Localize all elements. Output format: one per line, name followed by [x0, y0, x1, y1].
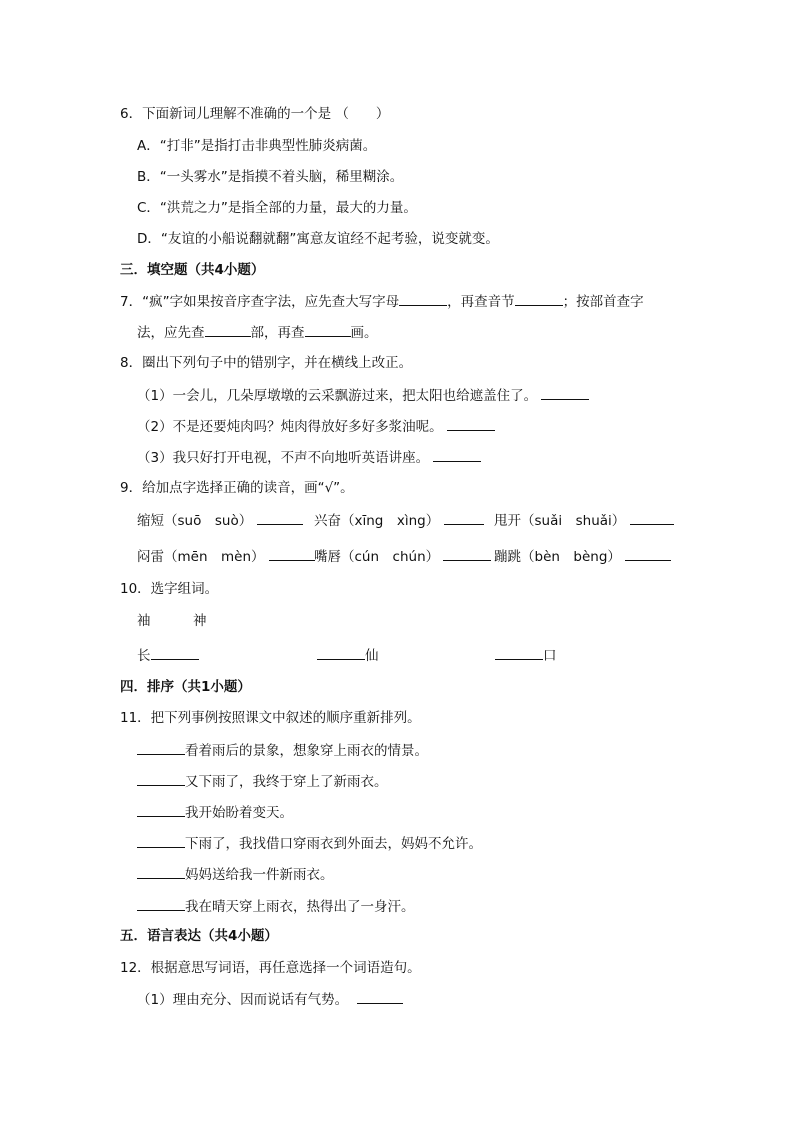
q9-item-text: 蹦跳（bèn bèng） — [494, 549, 621, 565]
answer-blank[interactable] — [443, 546, 491, 561]
q7-text-1: 7．“疯”字如果按音序查字法，应先查大写字母 — [120, 294, 400, 310]
answer-blank[interactable] — [137, 771, 185, 786]
answer-blank[interactable] — [317, 645, 365, 660]
q8-sentence-1-text: （1）一会儿，几朵厚墩墩的云采飘游过来，把太阳也给遮盖住了。 — [137, 388, 538, 404]
section-4-heading: 四．排序（共1小题） — [120, 679, 251, 695]
q10-word-2 — [317, 645, 379, 666]
q11-item-text: 又下雨了，我终于穿上了新雨衣。 — [185, 774, 388, 790]
q9-item-text: 缩短（suō suò） — [137, 513, 253, 529]
q11-item — [137, 864, 334, 885]
q9-item — [314, 546, 491, 567]
answer-blank[interactable] — [630, 510, 674, 525]
q10-word-3-char: 口 — [543, 648, 557, 664]
q11-item-text: 妈妈送给我一件新雨衣。 — [185, 867, 334, 883]
answer-blank[interactable] — [444, 510, 484, 525]
q10-char-2: 神 — [193, 613, 207, 629]
q8-sentence-1 — [137, 385, 589, 406]
q9-item-text: 闷雷（mēn mèn） — [137, 549, 265, 565]
answer-blank[interactable] — [305, 322, 351, 337]
answer-blank[interactable] — [541, 385, 589, 400]
q12-sentence-1-text: （1）理由充分、因而说话有气势。 — [137, 992, 349, 1008]
answer-blank[interactable] — [399, 291, 447, 306]
q7-line-2 — [137, 322, 378, 343]
q7-line-1 — [120, 291, 644, 312]
q9-item — [494, 546, 671, 567]
q11-item — [137, 896, 415, 917]
section-5-heading: 五．语言表达（共4小题） — [120, 928, 278, 944]
q11-item — [137, 802, 293, 823]
q9-item — [137, 546, 315, 567]
q9-item — [137, 510, 303, 531]
q6-option-a: A．“打非”是指打击非典型性肺炎病菌。 — [137, 138, 377, 154]
q10-word-2-char: 仙 — [365, 648, 379, 664]
answer-blank[interactable] — [625, 546, 671, 561]
answer-blank[interactable] — [357, 989, 403, 1004]
q9-stem: 9．给加点字选择正确的读音，画“√”。 — [120, 480, 354, 496]
q6-option-b: B．“一头雾水”是指摸不着头脑，稀里糊涂。 — [137, 169, 404, 185]
section-3-heading: 三．填空题（共4小题） — [120, 262, 265, 278]
answer-blank[interactable] — [447, 416, 495, 431]
answer-blank[interactable] — [137, 740, 185, 755]
q8-sentence-2 — [137, 416, 495, 437]
q8-sentence-3 — [137, 447, 481, 468]
answer-blank[interactable] — [137, 833, 185, 848]
q11-item — [137, 771, 388, 792]
q7-text-3: ；按部首查字 — [562, 294, 644, 310]
q12-sentence-1 — [137, 989, 403, 1010]
q11-item-text: 我在晴天穿上雨衣，热得出了一身汗。 — [185, 899, 415, 915]
q12-stem: 12．根据意思写词语，再任意选择一个词语造句。 — [120, 960, 421, 976]
q9-item — [314, 510, 484, 531]
answer-blank[interactable] — [515, 291, 563, 306]
q6-option-c: C．“洪荒之力”是指全部的力量，最大的力量。 — [137, 200, 417, 216]
answer-blank[interactable] — [137, 896, 185, 911]
q9-item-text: 嘴唇（cún chún） — [314, 549, 440, 565]
answer-blank[interactable] — [257, 510, 303, 525]
q10-word-1-char: 长 — [137, 648, 151, 664]
q10-word-3 — [495, 645, 557, 666]
q11-item-text: 看着雨后的景象，想象穿上雨衣的情景。 — [185, 743, 428, 759]
q11-stem: 11．把下列事例按照课文中叙述的顺序重新排列。 — [120, 710, 421, 726]
q8-sentence-3-text: （3）我只好打开电视，不声不向地听英语讲座。 — [137, 450, 430, 466]
answer-blank[interactable] — [205, 322, 251, 337]
answer-blank[interactable] — [151, 645, 199, 660]
q9-item-text: 甩开（suǎi shuǎi） — [494, 513, 626, 529]
q10-stem: 10．选字组词。 — [120, 581, 219, 597]
answer-blank[interactable] — [495, 645, 543, 660]
answer-blank[interactable] — [137, 864, 185, 879]
answer-blank[interactable] — [269, 546, 315, 561]
q9-item — [494, 510, 674, 531]
q8-stem: 8．圈出下列句子中的错别字，并在横线上改正。 — [120, 355, 413, 371]
q8-sentence-2-text: （2）不是还要炖肉吗？炖肉得放好多好多浆油呢。 — [137, 419, 443, 435]
q11-item-text: 下雨了，我找借口穿雨衣到外面去，妈妈不允许。 — [185, 836, 482, 852]
q7-text-4: 法，应先查 — [137, 325, 205, 341]
q7-text-6: 画。 — [350, 325, 378, 341]
q10-word-1 — [137, 645, 199, 666]
q11-item — [137, 833, 482, 854]
q7-text-5: 部，再查 — [250, 325, 305, 341]
q7-text-2: ，再查音节 — [447, 294, 515, 310]
q11-item — [137, 740, 428, 761]
q11-item-text: 我开始盼着变天。 — [185, 805, 293, 821]
q9-item-text: 兴奋（xīng xìng） — [314, 513, 440, 529]
answer-blank[interactable] — [433, 447, 481, 462]
q6-stem: 6．下面新词儿理解不准确的一个是 （ ） — [120, 106, 390, 122]
answer-blank[interactable] — [137, 802, 185, 817]
q6-option-d: D．“友谊的小船说翻就翻”寓意友谊经不起考验，说变就变。 — [137, 231, 499, 247]
q10-char-1: 袖 — [137, 613, 151, 629]
